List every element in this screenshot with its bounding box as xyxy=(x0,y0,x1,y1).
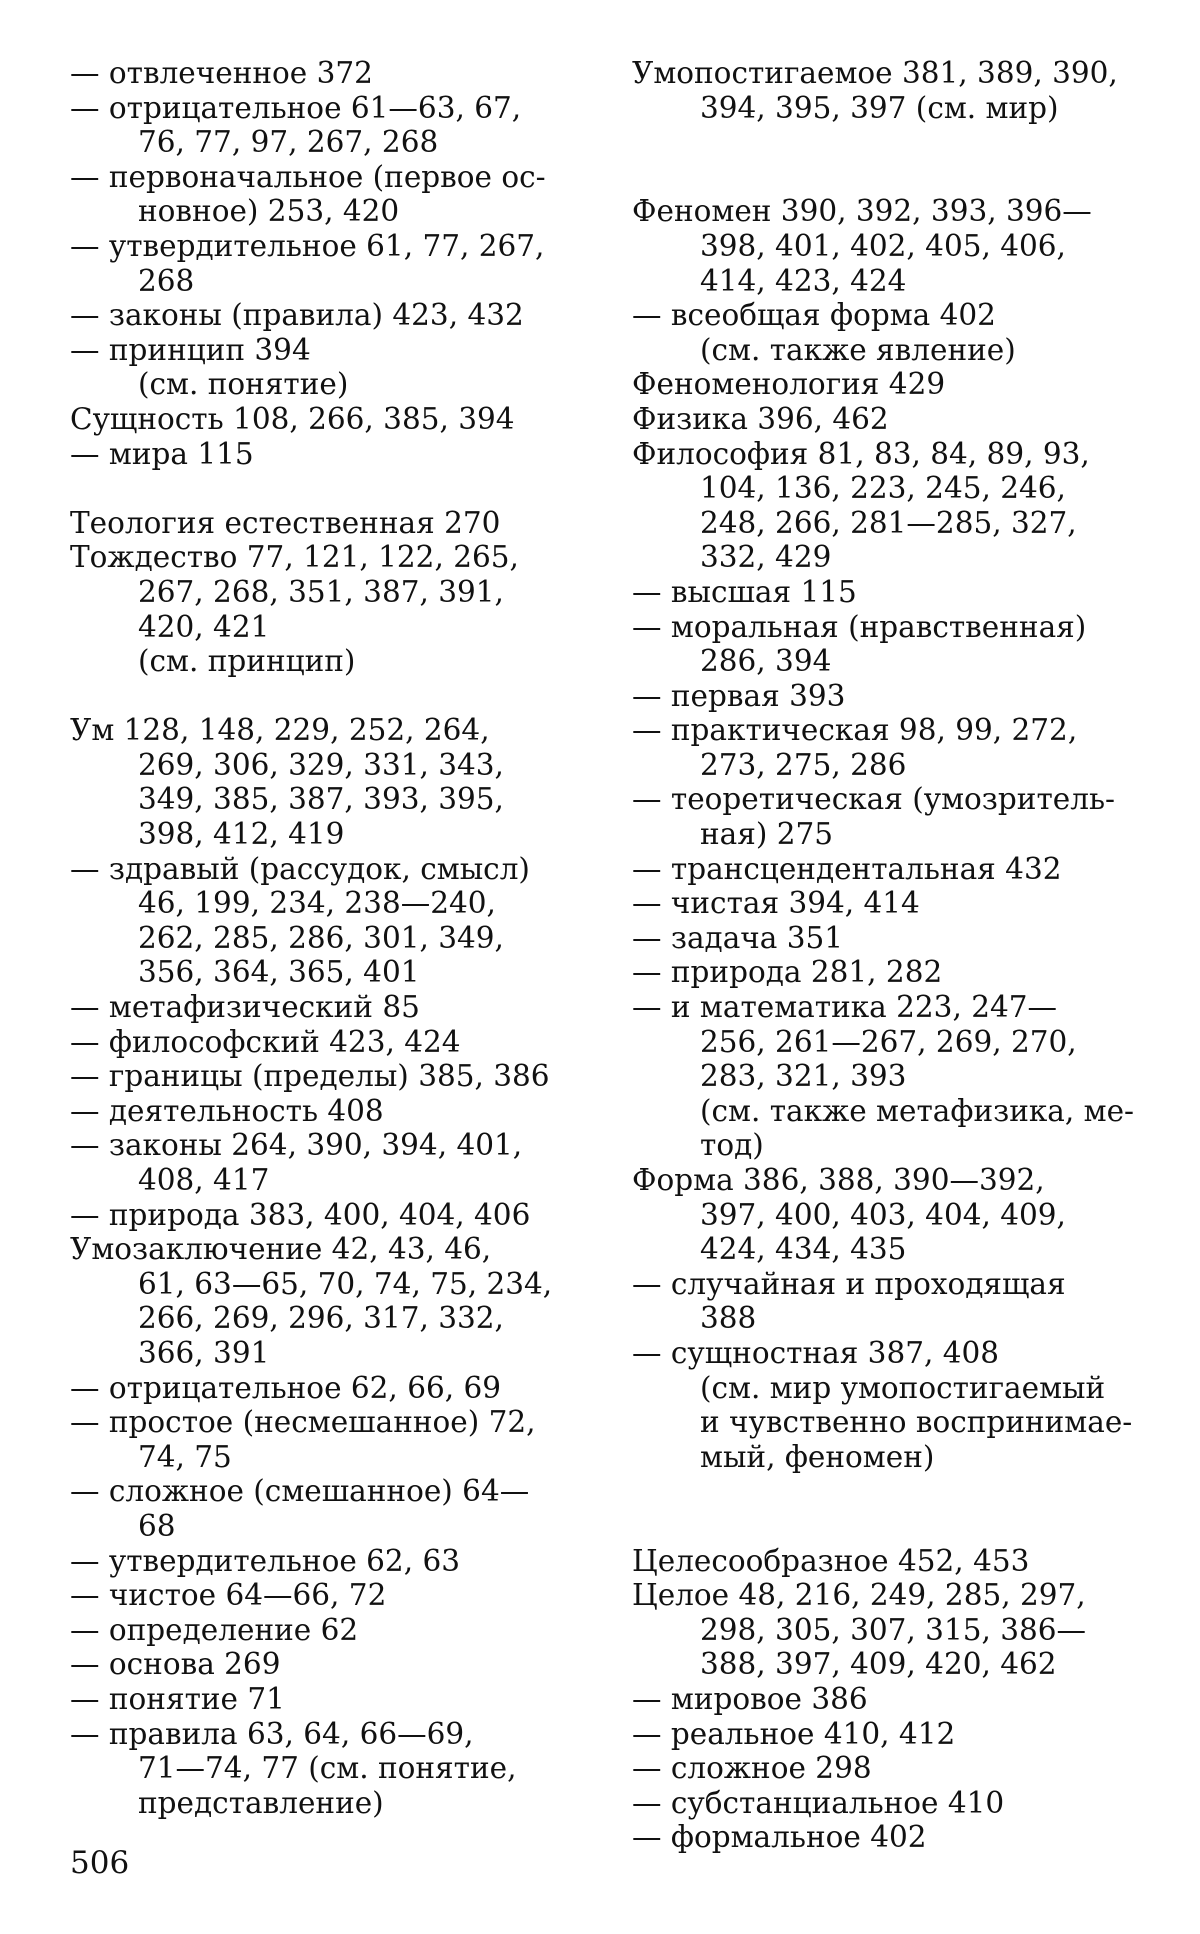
index-entry: — субстанциальное 410 xyxy=(632,1785,1005,1820)
index-entry-continuation: 408, 417 xyxy=(138,1163,270,1197)
index-entry-continuation: 46, 199, 234, 238—240, xyxy=(138,886,496,921)
index-spacer xyxy=(70,471,585,506)
index-entry: — мировое 386 xyxy=(632,1681,868,1716)
index-entry-continuation: 266, 269, 296, 317, 332, xyxy=(138,1301,504,1336)
index-entry-continuation: 262, 285, 286, 301, 349, xyxy=(138,920,504,955)
index-entry: Целесообразное 452, 453 xyxy=(632,1543,1030,1578)
index-entry: Тождество 77, 121, 122, 265, xyxy=(70,540,519,575)
index-entry-continuation: 414, 423, 424 xyxy=(700,263,907,298)
index-entry: — трансцендентальная 432 xyxy=(632,851,1062,886)
index-entry: Умопостигаемое 381, 389, 390, xyxy=(632,56,1118,90)
index-entry: — высшая 115 xyxy=(632,574,857,609)
index-entry-continuation: 267, 268, 351, 387, 391, xyxy=(138,574,504,609)
index-entry-continuation: ная) 275 xyxy=(700,817,834,852)
index-entry: — основа 269 xyxy=(70,1647,281,1682)
index-spacer xyxy=(632,160,1152,195)
index-entry: — всеобщая форма 402 xyxy=(632,298,996,333)
index-entry-continuation: 269, 306, 329, 331, 343, xyxy=(138,747,504,782)
index-entry: Форма 386, 388, 390—392, xyxy=(632,1163,1045,1197)
index-entry-continuation: 349, 385, 387, 393, 395, xyxy=(138,782,504,817)
index-entry: Сущность 108, 266, 385, 394 xyxy=(70,401,515,436)
index-entry: — моральная (нравственная) xyxy=(632,609,1087,644)
index-entry: — законы 264, 390, 394, 401, xyxy=(70,1128,523,1163)
index-entry: — мира 115 xyxy=(70,436,254,471)
index-entry: — чистая 394, 414 xyxy=(632,886,920,921)
index-entry-continuation: 298, 305, 307, 315, 386— xyxy=(700,1612,1087,1647)
index-entry-continuation: 332, 429 xyxy=(700,540,832,575)
index-entry: — первоначальное (первое ос- xyxy=(70,159,546,194)
index-entry: — задача 351 xyxy=(632,920,844,955)
index-entry-continuation: 397, 400, 403, 404, 409, xyxy=(700,1197,1066,1232)
index-entry: — утвердительное 62, 63 xyxy=(70,1543,460,1578)
index-entry: — границы (пределы) 385, 386 xyxy=(70,1059,550,1094)
index-entry: Феномен 390, 392, 393, 396— xyxy=(632,194,1092,229)
index-entry-continuation: и чувственно воспринимае- xyxy=(700,1405,1133,1440)
index-spacer xyxy=(632,1474,1152,1509)
index-entry: Умозаключение 42, 43, 46, xyxy=(70,1232,492,1267)
index-entry-continuation: (см. также метафизика, ме- xyxy=(700,1093,1135,1128)
index-entry: — понятие 71 xyxy=(70,1681,285,1716)
index-entry-continuation: тод) xyxy=(700,1128,764,1163)
index-entry: — и математика 223, 247— xyxy=(632,990,1058,1025)
index-entry-continuation: 420, 421 xyxy=(138,609,270,644)
index-entry-continuation: 256, 261—267, 269, 270, xyxy=(700,1024,1077,1059)
index-entry-continuation: 388, 397, 409, 420, 462 xyxy=(700,1647,1057,1682)
page-number: 506 xyxy=(70,1845,130,1881)
index-entry-continuation: (см. принцип) xyxy=(138,644,356,679)
index-entry-continuation: 286, 394 xyxy=(700,644,832,679)
index-entry: — определение 62 xyxy=(70,1612,359,1647)
index-entry-continuation: представление) xyxy=(138,1785,384,1820)
index-entry: — правила 63, 64, 66—69, xyxy=(70,1716,474,1751)
index-entry-continuation: 61, 63—65, 70, 74, 75, 234, xyxy=(138,1266,553,1301)
index-entry: — принцип 394 xyxy=(70,332,311,367)
index-entry: — формальное 402 xyxy=(632,1820,927,1855)
index-entry-continuation: (см. мир умопостигаемый xyxy=(700,1370,1106,1405)
index-entry: — законы (правила) 423, 432 xyxy=(70,298,524,333)
index-spacer xyxy=(632,125,1152,160)
index-entry: — теоретическая (умозритель- xyxy=(632,782,1115,817)
index-entry: — природа 281, 282 xyxy=(632,955,943,990)
index-entry-continuation: 424, 434, 435 xyxy=(700,1232,907,1267)
index-entry-continuation: 71—74, 77 (см. понятие, xyxy=(138,1751,517,1786)
index-column-left xyxy=(70,56,585,1820)
index-entry: — отрицательное 62, 66, 69 xyxy=(70,1370,502,1405)
index-entry: Ум 128, 148, 229, 252, 264, xyxy=(70,713,490,748)
index-entry-continuation: 74, 75 xyxy=(138,1439,232,1474)
index-entry: — практическая 98, 99, 272, xyxy=(632,713,1078,748)
index-entry: Философия 81, 83, 84, 89, 93, xyxy=(632,436,1090,471)
index-entry: Теология естественная 270 xyxy=(70,505,501,540)
index-entry: — метафизический 85 xyxy=(70,990,420,1025)
index-entry-continuation: 248, 266, 281—285, 327, xyxy=(700,505,1077,540)
index-entry: Феноменология 429 xyxy=(632,367,946,402)
index-entry: Физика 396, 462 xyxy=(632,401,889,436)
index-entry: — случайная и проходящая xyxy=(632,1266,1066,1301)
index-entry: — утвердительное 61, 77, 267, xyxy=(70,228,545,263)
index-entry: — первая 393 xyxy=(632,678,846,713)
index-entry: — деятельность 408 xyxy=(70,1093,384,1128)
index-entry: — сложное 298 xyxy=(632,1751,872,1786)
index-entry-continuation: мый, феномен) xyxy=(700,1439,935,1474)
index-entry-continuation: 283, 321, 393 xyxy=(700,1059,907,1094)
index-entry-continuation: 356, 364, 365, 401 xyxy=(138,955,420,990)
index-entry-continuation: 68 xyxy=(138,1508,176,1543)
index-entry-continuation: 398, 401, 402, 405, 406, xyxy=(700,228,1066,263)
index-entry: — реальное 410, 412 xyxy=(632,1716,956,1751)
index-spacer xyxy=(632,1509,1152,1544)
index-entry-continuation: 398, 412, 419 xyxy=(138,817,345,852)
index-entry: — простое (несмешанное) 72, xyxy=(70,1405,536,1440)
index-entry-continuation: (см. также явление) xyxy=(700,332,1016,367)
index-entry: — сущностная 387, 408 xyxy=(632,1335,1000,1370)
index-spacer xyxy=(70,679,585,714)
index-entry: — чистое 64—66, 72 xyxy=(70,1578,387,1613)
index-entry-continuation: 76, 77, 97, 267, 268 xyxy=(138,125,439,160)
index-column-right xyxy=(632,56,1152,1855)
index-entry: — сложное (смешанное) 64— xyxy=(70,1474,530,1509)
index-entry: — философский 423, 424 xyxy=(70,1024,461,1059)
index-entry-continuation: новное) 253, 420 xyxy=(138,194,400,229)
index-entry: — отрицательное 61—63, 67, xyxy=(70,90,522,125)
index-entry-continuation: 388 xyxy=(700,1301,757,1336)
index-entry-continuation: 104, 136, 223, 245, 246, xyxy=(700,471,1066,506)
index-entry-continuation: 273, 275, 286 xyxy=(700,747,907,782)
index-entry-continuation: 394, 395, 397 (см. мир) xyxy=(700,90,1059,125)
index-entry: Целое 48, 216, 249, 285, 297, xyxy=(632,1578,1086,1613)
index-entry: — здравый (рассудок, смысл) xyxy=(70,851,530,886)
index-entry-continuation: (см. понятие) xyxy=(138,367,349,402)
index-entry: — природа 383, 400, 404, 406 xyxy=(70,1197,531,1232)
index-entry: — отвлеченное 372 xyxy=(70,56,373,90)
index-entry-continuation: 366, 391 xyxy=(138,1335,270,1370)
index-entry-continuation: 268 xyxy=(138,263,195,298)
